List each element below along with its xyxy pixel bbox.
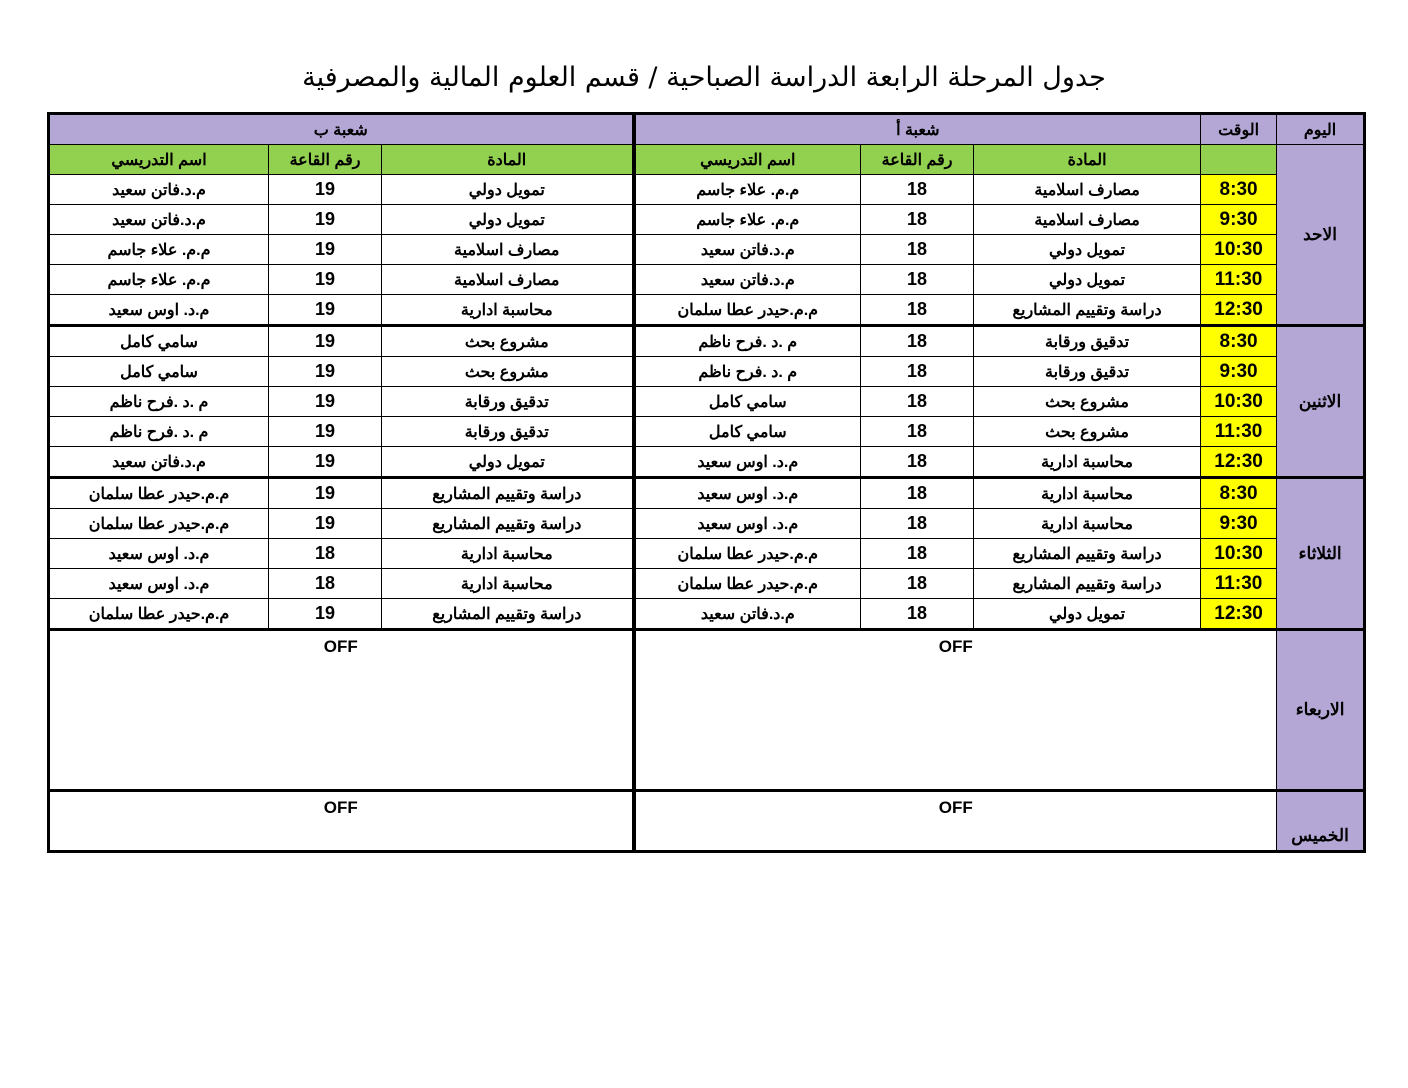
- section-b-teacher: م .د .فرح ناظم: [49, 417, 269, 447]
- time-cell: 8:30: [1201, 478, 1277, 509]
- time-cell: 12:30: [1201, 599, 1277, 630]
- section-a-subject: تمويل دولي: [974, 265, 1201, 295]
- time-cell: 9:30: [1201, 509, 1277, 539]
- section-a-subject: مصارف اسلامية: [974, 205, 1201, 235]
- section-b-room: 18: [269, 569, 382, 599]
- section-b-subject: مشروع بحث: [382, 326, 634, 357]
- schedule-row: [49, 478, 1365, 509]
- section-b-subject: دراسة وتقييم المشاريع: [382, 478, 634, 509]
- schedule-row: [49, 447, 1365, 478]
- section-b-teacher: م.د.فاتن سعيد: [49, 447, 269, 478]
- section-b-teacher: م.د. اوس سعيد: [49, 295, 269, 326]
- section-a-teacher: م.د.فاتن سعيد: [634, 265, 861, 295]
- schedule-row: [49, 599, 1365, 630]
- section-a-teacher: م.د. اوس سعيد: [634, 447, 861, 478]
- section-a-teacher: م .د .فرح ناظم: [634, 357, 861, 387]
- section-b-teacher: سامي كامل: [49, 326, 269, 357]
- section-a-room: 18: [861, 509, 974, 539]
- schedule-row: [49, 326, 1365, 357]
- section-b-room: 18: [269, 539, 382, 569]
- section-a-room: 18: [861, 326, 974, 357]
- section-a-subject: تمويل دولي: [974, 599, 1201, 630]
- section-a-teacher: م.د. اوس سعيد: [634, 509, 861, 539]
- header-section-b: شعبة ب: [49, 114, 634, 145]
- section-b-subject: محاسبة ادارية: [382, 569, 634, 599]
- section-b-off: OFF: [49, 630, 634, 791]
- section-a-off: OFF: [634, 630, 1277, 791]
- header-a-subject: المادة: [974, 145, 1201, 175]
- section-a-subject: مشروع بحث: [974, 417, 1201, 447]
- section-b-room: 19: [269, 509, 382, 539]
- day-cell: الاثنين: [1277, 326, 1365, 478]
- schedule-row: [49, 205, 1365, 235]
- section-b-subject: مصارف اسلامية: [382, 235, 634, 265]
- section-a-off: OFF: [634, 791, 1277, 852]
- section-b-room: 19: [269, 326, 382, 357]
- page-title: جدول المرحلة الرابعة الدراسة الصباحية / قسم العلوم المالية والمصرفية: [302, 62, 1106, 93]
- header-day: اليوم: [1277, 114, 1365, 145]
- header-row-columns: [49, 145, 1365, 175]
- section-a-room: 18: [861, 235, 974, 265]
- time-cell: 8:30: [1201, 175, 1277, 205]
- section-b-subject: مشروع بحث: [382, 357, 634, 387]
- section-a-subject: مشروع بحث: [974, 387, 1201, 417]
- section-b-subject: محاسبة ادارية: [382, 295, 634, 326]
- off-day-row: [49, 630, 1365, 791]
- section-b-room: 19: [269, 295, 382, 326]
- section-a-room: 18: [861, 265, 974, 295]
- section-b-room: 19: [269, 478, 382, 509]
- section-b-room: 19: [269, 205, 382, 235]
- section-a-room: 18: [861, 387, 974, 417]
- day-cell: الخميس: [1277, 791, 1365, 852]
- header-a-teacher: اسم التدريسي: [634, 145, 861, 175]
- section-a-subject: تمويل دولي: [974, 235, 1201, 265]
- schedule-row: [49, 235, 1365, 265]
- header-time-blank: [1201, 145, 1277, 175]
- section-b-subject: دراسة وتقييم المشاريع: [382, 599, 634, 630]
- time-cell: 11:30: [1201, 417, 1277, 447]
- section-b-room: 19: [269, 357, 382, 387]
- section-a-room: 18: [861, 569, 974, 599]
- section-a-room: 18: [861, 175, 974, 205]
- time-cell: 10:30: [1201, 235, 1277, 265]
- section-a-subject: دراسة وتقييم المشاريع: [974, 569, 1201, 599]
- time-cell: 11:30: [1201, 569, 1277, 599]
- section-b-off: OFF: [49, 791, 634, 852]
- section-a-teacher: م.م. علاء جاسم: [634, 175, 861, 205]
- section-b-room: 19: [269, 387, 382, 417]
- time-cell: 9:30: [1201, 205, 1277, 235]
- header-time: الوقت: [1201, 114, 1277, 145]
- section-a-teacher: م.م.حيدر عطا سلمان: [634, 569, 861, 599]
- section-a-subject: محاسبة ادارية: [974, 509, 1201, 539]
- time-cell: 10:30: [1201, 387, 1277, 417]
- section-b-room: 19: [269, 417, 382, 447]
- section-b-teacher: م .د .فرح ناظم: [49, 387, 269, 417]
- header-row-sections: [49, 114, 1365, 145]
- schedule-row: [49, 295, 1365, 326]
- time-cell: 11:30: [1201, 265, 1277, 295]
- section-a-teacher: م.م. علاء جاسم: [634, 205, 861, 235]
- section-a-room: 18: [861, 295, 974, 326]
- day-cell: الاحد: [1277, 145, 1365, 326]
- section-a-room: 18: [861, 478, 974, 509]
- section-b-subject: تمويل دولي: [382, 205, 634, 235]
- schedule-row: [49, 175, 1365, 205]
- section-a-subject: دراسة وتقييم المشاريع: [974, 539, 1201, 569]
- section-a-teacher: م.د.فاتن سعيد: [634, 235, 861, 265]
- section-b-subject: مصارف اسلامية: [382, 265, 634, 295]
- section-b-teacher: م.د. اوس سعيد: [49, 569, 269, 599]
- section-b-teacher: م.د. اوس سعيد: [49, 539, 269, 569]
- day-cell: الثلاثاء: [1277, 478, 1365, 630]
- section-a-room: 18: [861, 447, 974, 478]
- section-b-teacher: م.م. علاء جاسم: [49, 265, 269, 295]
- time-cell: 12:30: [1201, 295, 1277, 326]
- schedule-row: [49, 357, 1365, 387]
- schedule-row: [49, 417, 1365, 447]
- section-b-teacher: م.م.حيدر عطا سلمان: [49, 509, 269, 539]
- section-a-room: 18: [861, 417, 974, 447]
- schedule-row: [49, 265, 1365, 295]
- section-b-room: 19: [269, 265, 382, 295]
- section-a-teacher: م.م.حيدر عطا سلمان: [634, 295, 861, 326]
- section-b-subject: تدقيق ورقابة: [382, 387, 634, 417]
- section-b-room: 19: [269, 599, 382, 630]
- section-b-teacher: م.د.فاتن سعيد: [49, 205, 269, 235]
- section-b-teacher: م.د.فاتن سعيد: [49, 175, 269, 205]
- section-b-room: 19: [269, 235, 382, 265]
- section-b-teacher: م.م.حيدر عطا سلمان: [49, 478, 269, 509]
- section-b-subject: تمويل دولي: [382, 175, 634, 205]
- section-a-teacher: م.م.حيدر عطا سلمان: [634, 539, 861, 569]
- section-b-subject: تمويل دولي: [382, 447, 634, 478]
- schedule-row: [49, 387, 1365, 417]
- section-a-subject: محاسبة ادارية: [974, 478, 1201, 509]
- section-a-teacher: م.د. اوس سعيد: [634, 478, 861, 509]
- time-cell: 9:30: [1201, 357, 1277, 387]
- section-a-room: 18: [861, 599, 974, 630]
- section-a-room: 18: [861, 205, 974, 235]
- section-b-subject: تدقيق ورقابة: [382, 417, 634, 447]
- section-b-teacher: سامي كامل: [49, 357, 269, 387]
- section-a-teacher: م .د .فرح ناظم: [634, 326, 861, 357]
- schedule-row: [49, 569, 1365, 599]
- section-a-subject: مصارف اسلامية: [974, 175, 1201, 205]
- header-section-a: شعبة أ: [634, 114, 1201, 145]
- section-a-room: 18: [861, 357, 974, 387]
- section-b-teacher: م.م.حيدر عطا سلمان: [49, 599, 269, 630]
- section-a-subject: تدقيق ورقابة: [974, 326, 1201, 357]
- time-cell: 8:30: [1201, 326, 1277, 357]
- section-a-subject: تدقيق ورقابة: [974, 357, 1201, 387]
- time-cell: 10:30: [1201, 539, 1277, 569]
- section-b-subject: دراسة وتقييم المشاريع: [382, 509, 634, 539]
- section-b-teacher: م.م. علاء جاسم: [49, 235, 269, 265]
- time-cell: 12:30: [1201, 447, 1277, 478]
- header-b-subject: المادة: [382, 145, 634, 175]
- section-b-room: 19: [269, 447, 382, 478]
- section-a-room: 18: [861, 539, 974, 569]
- section-b-room: 19: [269, 175, 382, 205]
- day-cell: الاربعاء: [1277, 630, 1365, 791]
- header-b-room: رقم القاعة: [269, 145, 382, 175]
- section-b-subject: محاسبة ادارية: [382, 539, 634, 569]
- header-a-room: رقم القاعة: [861, 145, 974, 175]
- schedule-table: [47, 112, 1366, 853]
- section-a-subject: محاسبة ادارية: [974, 447, 1201, 478]
- section-a-teacher: م.د.فاتن سعيد: [634, 599, 861, 630]
- off-day-row: [49, 791, 1365, 852]
- section-a-teacher: سامي كامل: [634, 417, 861, 447]
- section-a-teacher: سامي كامل: [634, 387, 861, 417]
- section-a-subject: دراسة وتقييم المشاريع: [974, 295, 1201, 326]
- header-b-teacher: اسم التدريسي: [49, 145, 269, 175]
- schedule-row: [49, 509, 1365, 539]
- schedule-row: [49, 539, 1365, 569]
